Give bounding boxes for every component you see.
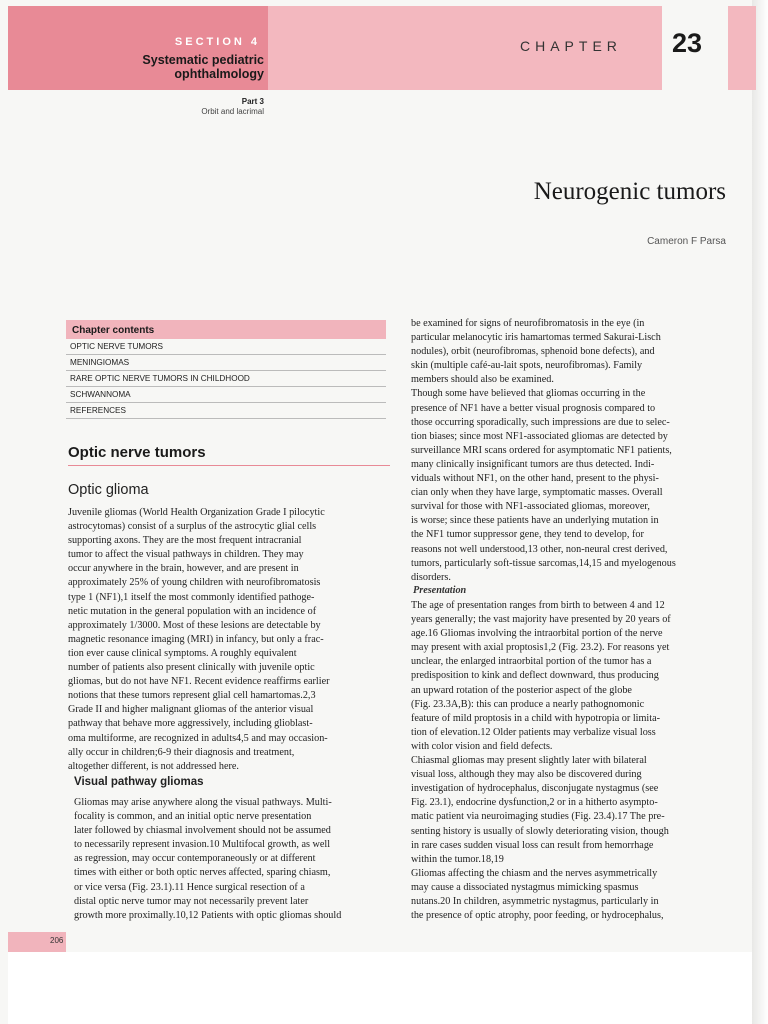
text-line: cian only when they have large, symptomatic masses. Overall <box>411 487 663 499</box>
visual-pathway-text <box>74 796 341 923</box>
text-line: reasons not well understood,13 other, non-neural crest derived, <box>411 543 668 555</box>
text-line: matic patient via neuroimaging studies (Fig. 23.4).17 The pre- <box>411 811 665 823</box>
text-line: Grade II and higher malignant gliomas of the anterior visual <box>68 704 314 716</box>
text-line: occur anywhere in the brain, however, and are present in <box>68 563 299 575</box>
text-line: may cause a dissociated nystagmus mimicking spasmus <box>411 881 639 893</box>
text-line: members should also be examined. <box>411 374 554 386</box>
contents-item-optic-nerve-tumors: OPTIC NERVE TUMORS <box>66 339 386 355</box>
contents-heading: Chapter contents <box>66 320 386 339</box>
text-line: feature of mild proptosis in a child with hypotropia or limita- <box>411 712 660 724</box>
text-line: unclear, the enlarged intraorbital portion of the tumor has a <box>411 656 652 668</box>
text-line: Juvenile gliomas (World Health Organization Grade I pilocytic <box>68 507 325 518</box>
text-line: approximately 25% of young children with neurofibromatosis <box>68 577 321 589</box>
section-label: SECTION 4 <box>174 36 260 48</box>
page-number: 206 <box>50 936 64 945</box>
text-line: nutans.20 In children, asymmetric nystagmus, particularly in <box>411 895 659 907</box>
text-line: surveillance MRI scans ordered for asymptomatic NF1 patients, <box>411 444 672 456</box>
heading-optic-nerve-tumors: Optic nerve tumors <box>68 444 390 466</box>
text-line: nodules), orbit (neurofibromas, sphenoid bone defects), and <box>411 346 655 358</box>
text-line: (Fig. 23.3A,B): this can produce a nearly pathognomonic <box>411 698 645 710</box>
presentation-text <box>411 599 671 923</box>
text-line: supporting axons. They are the most frequent intracranial <box>68 535 302 547</box>
section-title-line-2: ophthalmology <box>174 67 264 81</box>
text-line: astrocytomas) consist of a surplus of the astrocytic glial cells <box>68 521 317 533</box>
contents-item-schwannoma: SCHWANNOMA <box>66 387 386 403</box>
text-line: particular melanocytic iris hamartomas termed Sakurai-Lisch <box>411 332 661 344</box>
part-number: Part 3 <box>241 97 264 106</box>
text-line: altogether different, is not addressed here. <box>68 760 239 772</box>
text-line: Gliomas may arise anywhere along the visual pathways. Multi- <box>74 797 332 808</box>
text-line: Fig. 23.1), endocrine dysfunction,2 or in a hitherto asympto- <box>411 797 658 809</box>
text-line: tion biases; since most NF1-associated gliomas are detected by <box>411 430 668 442</box>
text-line: Gliomas affecting the chiasm and the nerves asymmetrically <box>411 867 658 879</box>
chapter-contents <box>66 320 386 419</box>
section-box <box>8 6 268 90</box>
text-line: The age of presentation ranges from birth to between 4 and 12 <box>411 600 665 611</box>
text-line: approximately 1/3000. Most of these lesions are detectable by <box>68 619 321 631</box>
right-column-text <box>411 317 676 585</box>
contents-item-references: REFERENCES <box>66 403 386 419</box>
text-line: disorders. <box>411 571 451 583</box>
text-line: notions that these tumors represent glial cell hamartomas.2,3 <box>68 690 316 702</box>
page-edge <box>752 0 768 1024</box>
text-line: netic mutation in the general population with an incidence of <box>68 605 317 617</box>
text-line: Chiasmal gliomas may present slightly later with bilateral <box>411 755 647 767</box>
heading-visual-pathway-gliomas: Visual pathway gliomas <box>74 776 204 788</box>
part-title: Orbit and lacrimal <box>201 107 264 116</box>
text-line: times with either or both optic nerves affected, sparing chiasm, <box>74 867 331 879</box>
text-line: those occurring sporadically, such impressions are due to selec- <box>411 416 670 428</box>
heading-optic-glioma: Optic glioma <box>68 482 149 498</box>
text-line: may present with axial proptosis1,2 (Fig. 23.2). For reasons yet <box>411 642 670 654</box>
text-line: the presence of optic atrophy, poor feeding, or hydrocephalus, <box>411 910 664 922</box>
text-line: senting history is usually of slowly deteriorating vision, though <box>411 825 669 837</box>
section-title <box>142 53 264 81</box>
text-line: focality is common, and an initial optic nerve presentation <box>74 811 312 823</box>
text-line: in rare cases sudden visual loss can result from hemorrhage <box>411 839 654 851</box>
text-line: many clinically insignificant tumors are thus detected. Indi- <box>411 458 655 470</box>
text-line: to necessarily represent invasion.10 Multifocal growth, as well <box>74 839 331 851</box>
text-line: oma multiforme, are recognized in adults4,5 and may occasion- <box>68 732 328 744</box>
text-line: Though some have believed that gliomas occurring in the <box>411 388 646 400</box>
text-line: growth more proximally.10,12 Patients with optic gliomas should <box>74 909 342 921</box>
text-line: ally occur in children;6-9 their diagnosis and treatment, <box>68 746 295 758</box>
text-line: magnetic resonance imaging (MRI) in infancy, but only a frac- <box>68 633 324 645</box>
contents-item-meningiomas: MENINGIOMAS <box>66 355 386 371</box>
text-line: number of patients also present clinically with juvenile optic <box>68 662 315 674</box>
text-line: type 1 (NF1),1 itself the most commonly identified pathoge- <box>68 591 315 603</box>
text-line: age.16 Gliomas involving the intraorbital portion of the nerve <box>411 628 663 640</box>
text-line: years generally; the vast majority have presented by 20 years of <box>411 614 671 626</box>
text-line: is worse; since these patients have an underlying mutation in <box>411 515 659 527</box>
text-line: tion ever cause clinical symptoms. A roughly equivalent <box>68 647 297 659</box>
bottom-margin <box>8 952 752 1024</box>
text-line: later followed by chiasmal involvement should not be assumed <box>74 825 331 837</box>
text-line: pathway that behave more aggressively, including glioblast- <box>68 718 313 730</box>
chapter-label: CHAPTER <box>520 38 622 54</box>
contents-item-rare-tumors: RARE OPTIC NERVE TUMORS IN CHILDHOOD <box>66 371 386 387</box>
text-line: the NF1 tumor suppressor gene, they tend to develop, for <box>411 529 644 541</box>
text-line: as regression, may occur contemporaneously or at different <box>74 853 316 865</box>
text-line: tion of elevation.12 Older patients may verbalize visual loss <box>411 726 656 738</box>
text-line: be examined for signs of neurofibromatosis in the eye (in <box>411 318 645 329</box>
text-line: with color vision and field defects. <box>411 740 553 752</box>
text-line: distal optic nerve tumor may not necessarily prevent later <box>74 895 309 907</box>
text-line: within the tumor.18,19 <box>411 853 504 865</box>
text-line: tumor to affect the visual pathways in children. They may <box>68 549 304 561</box>
optic-glioma-text <box>68 506 330 774</box>
text-line: or vice versa (Fig. 23.1).11 Hence surgical resection of a <box>74 881 305 893</box>
text-line: tumors, particularly soft-tissue sarcomas,14,15 and myelogenous <box>411 557 676 569</box>
text-line: predisposition to kink and deflect downward, thus producing <box>411 670 659 682</box>
text-line: viduals without NF1, on the other hand, present to the physi- <box>411 473 659 485</box>
section-title-line-1: Systematic pediatric <box>142 53 264 67</box>
text-line: investigation of hydrocephalus, disconjugate nystagmus (see <box>411 783 659 795</box>
text-line: an upward rotation of the posterior aspect of the globe <box>411 684 632 696</box>
heading-presentation: Presentation <box>413 585 467 596</box>
text-line: skin (multiple café-au-lait spots, neurofibromas). Family <box>411 360 643 372</box>
text-line: presence of NF1 have a better visual prognosis compared to <box>411 402 656 414</box>
chapter-number: 23 <box>672 28 703 58</box>
chapter-title: Neurogenic tumors <box>533 178 726 205</box>
text-line: visual loss, although they may also be discovered during <box>411 769 642 781</box>
text-line: survival for those with NF1-associated gliomas, moreover, <box>411 501 650 513</box>
part-info <box>180 97 264 117</box>
text-line: gliomas, but do not have NF1. Recent evidence reaffirms earlier <box>68 676 330 688</box>
author: Cameron F Parsa <box>647 236 726 247</box>
